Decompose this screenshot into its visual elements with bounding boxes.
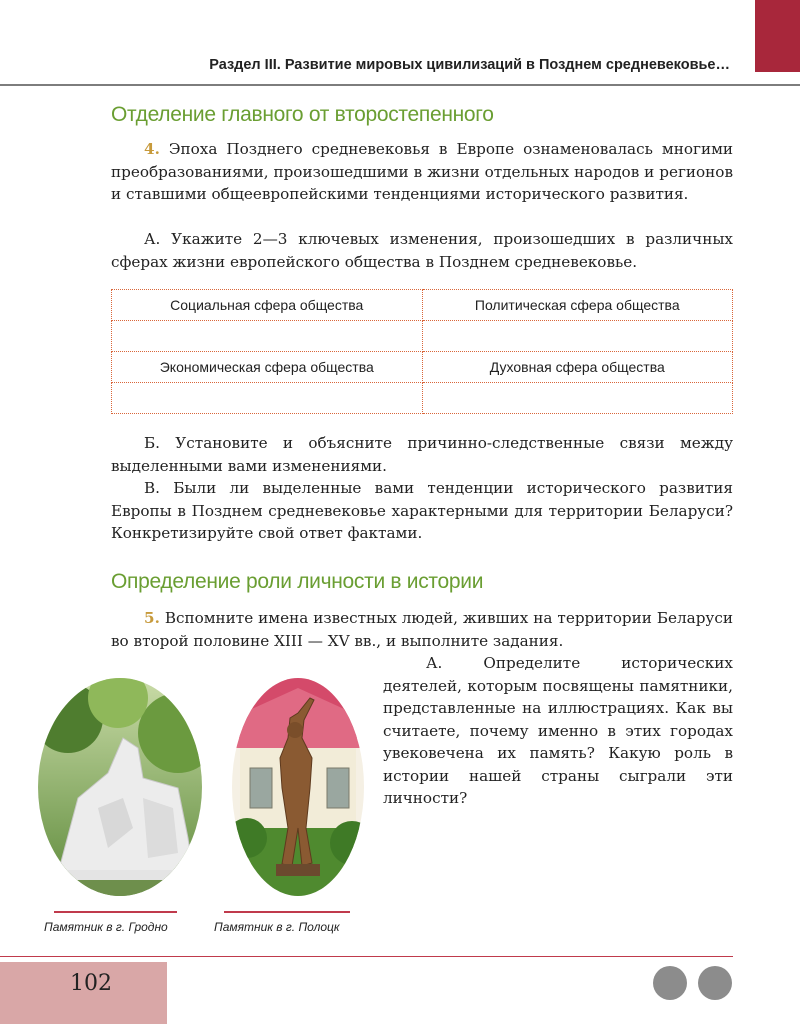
table-header-spiritual: Духовная сфера общества <box>422 352 733 383</box>
table-cell-social-answer[interactable] <box>112 321 423 352</box>
task-5-intro <box>111 607 733 652</box>
section-title-main-vs-secondary: Отделение главного от второстепенного <box>111 103 494 126</box>
decorative-dot-icon <box>653 966 687 1000</box>
task-5-number: 5. <box>144 609 160 627</box>
table-header-political: Политическая сфера общества <box>422 290 733 321</box>
task-5-part-a: А. Определите исторических деятелей, которым посвящены памятники, представленные на иллюстрациях. Как вы считаете, почему именно в этих городах увековечена их память? Какую роль в истории нашей страны сыграли эти личности? <box>383 654 733 807</box>
spheres-table <box>111 289 733 414</box>
caption-grodno: Памятник в г. Гродно <box>44 920 168 934</box>
decorative-dot-icon <box>698 966 732 1000</box>
table-cell-spiritual-answer[interactable] <box>422 383 733 414</box>
page-number: 102 <box>70 971 112 996</box>
footer-divider <box>0 956 733 957</box>
table-header-social: Социальная сфера общества <box>112 290 423 321</box>
table-cell-economic-answer[interactable] <box>112 383 423 414</box>
caption-underline-grodno <box>54 911 177 913</box>
task-4-part-v: В. Были ли выделенные вами тенденции исторического развития Европы в Позднем средневековье характерными для территории Беларуси? Конкретизируйте свой ответ фактами. <box>111 479 733 542</box>
task-4-number: 4. <box>144 140 160 158</box>
caption-underline-polotsk <box>224 911 350 913</box>
caption-polotsk: Памятник в г. Полоцк <box>214 920 340 934</box>
task-4-part-a: А. Укажите 2—3 ключевых изменения, произошедших в различных сферах жизни европейского общества в Позднем средневековье. <box>111 230 733 271</box>
task-4-intro <box>111 138 733 206</box>
table-header-economic: Экономическая сфера общества <box>112 352 423 383</box>
section-title-personality-role: Определение роли личности в истории <box>111 570 484 593</box>
photo-polotsk-monument <box>232 678 364 896</box>
running-header: Раздел III. Развитие мировых цивилизаций в Позднем средневековье… <box>209 57 730 73</box>
task-4-part-b: Б. Установите и объясните причинно-следственные связи между выделенными вами изменениями. <box>111 434 733 475</box>
table-cell-political-answer[interactable] <box>422 321 733 352</box>
task-5-text: Вспомните имена известных людей, живших на территории Беларуси во второй половине XIII — XV вв., и выполните задания. <box>111 609 733 650</box>
photo-grodno-monument <box>38 678 202 896</box>
task-4-text: Эпоха Позднего средневековья в Европе ознаменовалась многими преобразованиями, произошедшими в жизни отдельных народов и регионов и ставшими общеевропейскими тенденциями исторического развития. <box>111 140 733 203</box>
header-divider <box>0 84 800 86</box>
corner-tab <box>755 0 800 72</box>
